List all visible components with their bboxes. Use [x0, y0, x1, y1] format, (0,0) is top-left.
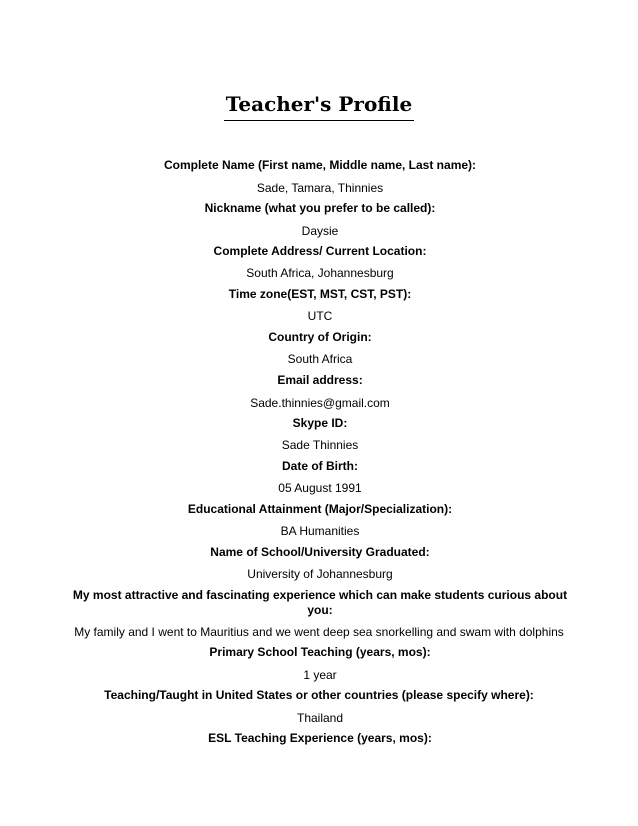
page-title-text: Teacher's Profile: [224, 90, 414, 121]
nickname-value: Daysie: [301, 224, 339, 238]
skype-id-label: Skype ID:: [292, 416, 348, 430]
email-value: Sade.thinnies@gmail.com: [250, 396, 390, 410]
complete-name-label: Complete Name (First name, Middle name, Last name):: [163, 158, 477, 172]
page-title: [0, 90, 638, 121]
teaching-abroad-value: Thailand: [296, 711, 344, 725]
address-label: Complete Address/ Current Location:: [213, 244, 427, 258]
primary-teaching-label: Primary School Teaching (years, mos):: [209, 645, 431, 659]
complete-name-value: Sade, Tamara, Thinnies: [256, 181, 384, 195]
address-value: South Africa, Johannesburg: [246, 266, 394, 280]
skype-id-value: Sade Thinnies: [281, 438, 359, 452]
school-value: University of Johannesburg: [247, 567, 393, 581]
time-zone-value: UTC: [307, 309, 333, 323]
esl-experience-label: ESL Teaching Experience (years, mos):: [208, 731, 432, 745]
education-value: BA Humanities: [280, 524, 360, 538]
time-zone-label: Time zone(EST, MST, CST, PST):: [228, 287, 412, 301]
primary-teaching-value: 1 year: [303, 668, 337, 682]
education-label: Educational Attainment (Major/Specialization):: [187, 502, 453, 516]
nickname-label: Nickname (what you prefer to be called):: [204, 201, 436, 215]
date-of-birth-label: Date of Birth:: [282, 459, 358, 473]
country-of-origin-label: Country of Origin:: [268, 330, 372, 344]
email-label: Email address:: [277, 373, 363, 387]
experience-value: My family and I went to Mauritius and we went deep sea snorkelling and swam with dolphins: [74, 625, 564, 639]
country-of-origin-value: South Africa: [287, 352, 353, 366]
school-label: Name of School/University Graduated:: [210, 545, 430, 559]
date-of-birth-value: 05 August 1991: [278, 481, 362, 495]
experience-label: My most attractive and fascinating experience which can make students curious about you:: [72, 588, 568, 617]
teaching-abroad-label: Teaching/Taught in United States or other countries (please specify where):: [104, 688, 534, 702]
